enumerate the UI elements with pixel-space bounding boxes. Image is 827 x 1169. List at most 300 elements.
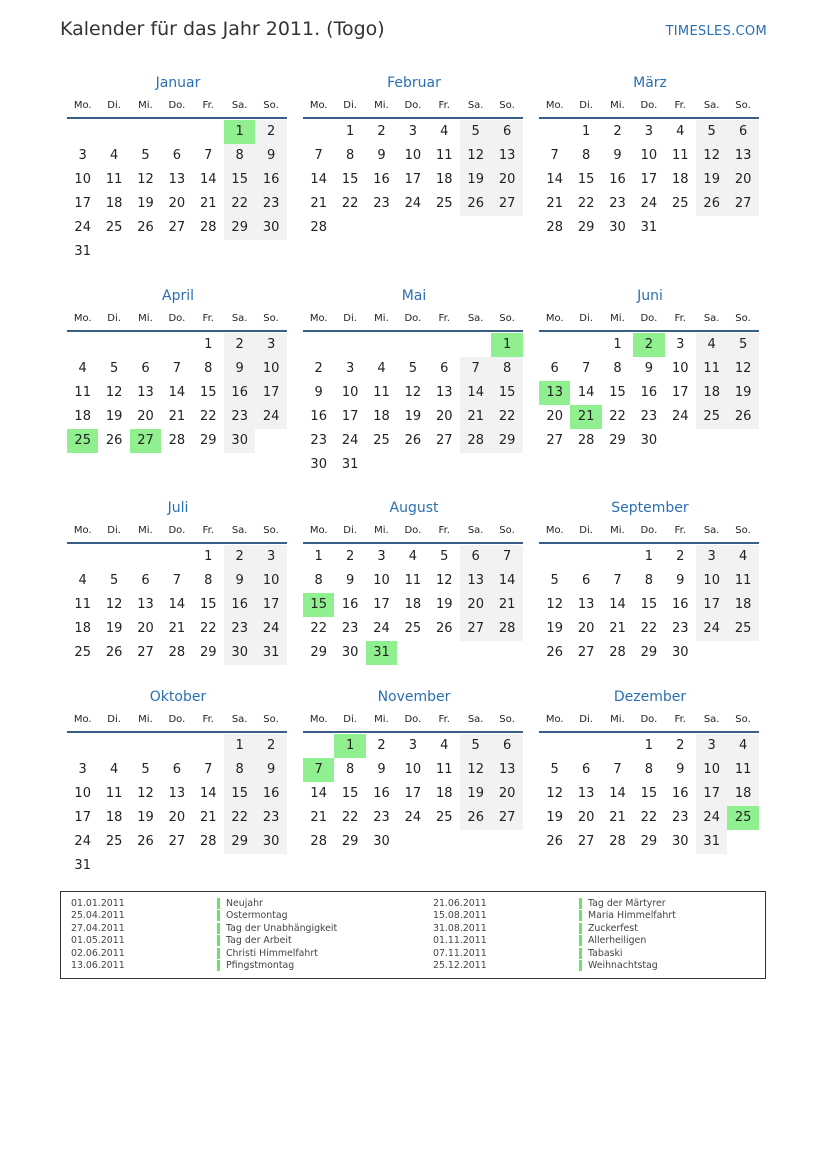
weekday-label: Sa. (231, 312, 248, 324)
day-cell: 30 (672, 645, 689, 660)
month-divider (539, 330, 759, 332)
holiday-day-cell: 31 (366, 641, 397, 665)
day-grid (539, 734, 761, 854)
day-cell: 20 (577, 621, 595, 636)
day-cell: 7 (204, 762, 213, 777)
day-cell: 15 (609, 385, 626, 400)
day-cell: 22 (640, 810, 658, 825)
day-cell: 22 (224, 192, 255, 216)
day-cell: 8 (491, 357, 522, 381)
day-cell: 26 (460, 192, 491, 216)
day-cell: 13 (577, 597, 595, 612)
day-cell: 4 (109, 148, 119, 163)
day-cell: 18 (404, 597, 422, 612)
day-cell: 6 (440, 361, 449, 376)
day-cell: 30 (373, 834, 390, 849)
day-cell: 16 (373, 172, 390, 187)
day-cell: 15 (577, 172, 595, 187)
holiday-name: Christi Himmelfahrt (226, 947, 318, 959)
day-cell: 20 (137, 409, 154, 424)
holiday-day-cell: 1 (224, 120, 255, 144)
day-cell: 17 (341, 409, 359, 424)
day-cell: 3 (644, 124, 654, 139)
day-cell: 23 (373, 196, 390, 211)
weekday-label: Mo. (73, 312, 92, 324)
day-cell: 2 (377, 124, 386, 139)
weekday-label: Mo. (545, 99, 564, 111)
day-cell: 4 (676, 124, 685, 139)
day-cell: 2 (224, 333, 255, 357)
holiday-marker (217, 935, 220, 946)
day-cell: 17 (404, 172, 422, 187)
day-cell: 10 (404, 762, 422, 777)
holiday-name: Tag der Märtyrer (588, 898, 666, 909)
day-cell: 28 (310, 834, 327, 849)
weekday-label: Di. (107, 99, 121, 111)
day-cell: 31 (74, 244, 91, 259)
holiday-day-cell: 21 (570, 405, 601, 429)
day-cell: 3 (696, 734, 727, 758)
day-cell: 22 (224, 806, 255, 830)
day-cell: 28 (609, 834, 626, 849)
day-cell: 3 (696, 545, 727, 569)
day-cell: 21 (168, 409, 186, 424)
day-cell: 3 (255, 545, 286, 569)
day-cell: 26 (137, 834, 154, 849)
weekday-label: Do. (640, 312, 658, 324)
day-cell: 22 (341, 810, 359, 825)
weekday-label: Do. (168, 713, 186, 725)
holiday-date: 25.12.2011 (433, 959, 487, 971)
weekday-label: Do. (404, 312, 422, 324)
day-cell: 5 (550, 573, 559, 588)
weekday-label: Mo. (73, 524, 92, 536)
weekday-header (303, 519, 525, 541)
weekday-label: Do. (168, 524, 186, 536)
day-cell: 7 (172, 573, 182, 588)
day-cell: 1 (345, 124, 355, 139)
day-cell: 7 (613, 573, 622, 588)
day-cell: 27 (577, 834, 595, 849)
weekday-label: Di. (107, 713, 121, 725)
month-name: Juli (167, 500, 189, 516)
weekday-label: Sa. (703, 312, 720, 324)
weekday-header (67, 307, 289, 329)
day-cell: 12 (546, 786, 563, 801)
weekday-label: Mo. (545, 524, 564, 536)
day-cell: 19 (727, 381, 758, 405)
day-grid (303, 545, 525, 665)
day-cell: 7 (314, 148, 323, 163)
day-cell: 9 (377, 148, 386, 163)
day-cell: 12 (727, 357, 758, 381)
day-cell: 15 (640, 786, 658, 801)
day-cell: 12 (404, 385, 422, 400)
weekday-label: Mi. (374, 99, 389, 111)
day-cell: 26 (546, 834, 563, 849)
day-cell: 11 (404, 573, 422, 588)
day-cell: 21 (200, 810, 217, 825)
day-cell: 12 (436, 573, 453, 588)
day-cell: 23 (640, 409, 658, 424)
day-cell: 24 (74, 834, 91, 849)
day-cell: 7 (491, 545, 522, 569)
day-cell: 16 (341, 597, 359, 612)
day-cell: 31 (696, 830, 727, 854)
weekday-label: Sa. (467, 713, 484, 725)
day-cell: 16 (640, 385, 658, 400)
weekday-label: Fr. (202, 312, 214, 324)
day-cell: 24 (640, 196, 658, 211)
day-cell: 16 (255, 168, 286, 192)
day-cell: 24 (404, 810, 422, 825)
day-cell: 21 (609, 810, 626, 825)
day-cell: 8 (224, 758, 255, 782)
weekday-label: Fr. (674, 99, 686, 111)
holiday-marker (217, 923, 220, 934)
holiday-row (71, 960, 337, 972)
day-cell: 9 (613, 148, 622, 163)
day-cell: 12 (460, 144, 491, 168)
day-cell: 12 (105, 385, 123, 400)
day-cell: 6 (581, 573, 591, 588)
day-cell: 3 (377, 549, 386, 564)
holiday-day-cell: 1 (334, 734, 365, 758)
day-cell: 14 (609, 597, 626, 612)
weekday-label: Do. (168, 99, 186, 111)
day-cell: 31 (74, 858, 91, 873)
day-cell: 29 (341, 834, 359, 849)
month-divider (539, 731, 759, 733)
day-cell: 21 (310, 196, 327, 211)
day-cell: 14 (546, 172, 563, 187)
day-cell: 15 (341, 786, 359, 801)
day-cell: 10 (696, 569, 727, 593)
day-cell: 26 (105, 645, 123, 660)
day-cell: 22 (640, 621, 658, 636)
day-cell: 8 (581, 148, 591, 163)
day-cell: 13 (137, 385, 154, 400)
weekday-label: Fr. (674, 524, 686, 536)
day-cell: 2 (255, 734, 286, 758)
day-cell: 27 (460, 617, 491, 641)
day-cell: 30 (341, 645, 359, 660)
weekday-label: So. (735, 312, 751, 324)
day-cell: 6 (491, 734, 522, 758)
day-cell: 23 (224, 617, 255, 641)
day-cell: 22 (341, 196, 359, 211)
day-cell: 19 (404, 409, 422, 424)
day-cell: 6 (141, 361, 150, 376)
weekday-label: So. (263, 713, 279, 725)
weekday-label: Di. (343, 99, 357, 111)
day-cell: 20 (546, 409, 563, 424)
day-cell: 4 (696, 333, 727, 357)
day-cell: 22 (310, 621, 327, 636)
day-cell: 3 (408, 738, 418, 753)
weekday-label: So. (499, 524, 515, 536)
weekday-header (303, 708, 525, 730)
weekday-label: Do. (640, 524, 658, 536)
day-cell: 7 (460, 357, 491, 381)
day-cell: 19 (105, 409, 123, 424)
month-name: Mai (401, 288, 427, 304)
holiday-name: Tag der Arbeit (226, 935, 292, 947)
day-cell: 13 (491, 758, 522, 782)
day-cell: 18 (105, 810, 123, 825)
day-cell: 9 (676, 573, 685, 588)
month-name: Januar (155, 75, 201, 91)
day-cell: 4 (377, 361, 386, 376)
day-cell: 17 (255, 593, 286, 617)
day-cell: 21 (200, 196, 217, 211)
day-cell: 18 (74, 621, 91, 636)
day-cell: 22 (491, 405, 522, 429)
weekday-label: So. (263, 312, 279, 324)
day-cell: 10 (74, 172, 91, 187)
day-cell: 10 (404, 148, 422, 163)
day-cell: 16 (672, 597, 689, 612)
weekday-header (539, 94, 761, 116)
weekday-label: Fr. (202, 99, 214, 111)
day-cell: 18 (436, 786, 453, 801)
day-cell: 30 (255, 216, 286, 240)
day-cell: 9 (255, 758, 286, 782)
day-cell: 19 (105, 621, 123, 636)
day-cell: 5 (109, 361, 119, 376)
weekday-label: Sa. (231, 99, 248, 111)
month-block (67, 285, 289, 453)
holiday-name: Tabaski (588, 947, 623, 959)
day-cell: 30 (672, 834, 689, 849)
brand-link[interactable]: TIMESLES.COM (665, 24, 767, 39)
day-cell: 27 (491, 192, 522, 216)
day-cell: 5 (550, 762, 559, 777)
day-cell: 15 (200, 385, 217, 400)
day-cell: 17 (672, 385, 689, 400)
holiday-marker (579, 910, 582, 921)
day-cell: 19 (137, 196, 154, 211)
day-cell: 19 (460, 782, 491, 806)
day-grid (67, 120, 289, 264)
weekday-label: Sa. (231, 713, 248, 725)
month-block (303, 497, 525, 665)
day-cell: 26 (105, 433, 123, 448)
day-cell: 8 (613, 361, 622, 376)
day-cell: 6 (460, 545, 491, 569)
day-cell: 28 (577, 433, 595, 448)
holiday-date: 13.06.2011 (71, 959, 125, 971)
day-cell: 2 (377, 738, 386, 753)
weekday-label: Mi. (138, 99, 153, 111)
holiday-row (433, 935, 676, 947)
day-cell: 18 (672, 172, 689, 187)
day-cell: 4 (440, 738, 449, 753)
holiday-name: Maria Himmelfahrt (588, 910, 676, 922)
day-cell: 12 (137, 172, 154, 187)
day-cell: 9 (314, 385, 323, 400)
day-cell: 5 (460, 120, 491, 144)
day-cell: 8 (345, 148, 355, 163)
holiday-marker (579, 948, 582, 959)
day-cell: 9 (255, 144, 286, 168)
day-cell: 16 (255, 782, 286, 806)
day-cell: 2 (676, 738, 685, 753)
day-cell: 18 (727, 782, 758, 806)
day-cell: 8 (224, 144, 255, 168)
day-cell: 20 (168, 810, 186, 825)
day-cell: 13 (577, 786, 595, 801)
holiday-date: 01.11.2011 (433, 935, 487, 947)
day-cell: 26 (460, 806, 491, 830)
day-cell: 8 (345, 762, 355, 777)
holiday-name: Weihnachtstag (588, 959, 658, 971)
day-cell: 25 (404, 621, 422, 636)
day-cell: 15 (640, 597, 658, 612)
day-cell: 19 (546, 810, 563, 825)
day-cell: 28 (168, 645, 186, 660)
day-cell: 27 (168, 220, 186, 235)
month-divider (539, 117, 759, 119)
day-cell: 26 (727, 405, 758, 429)
day-cell: 17 (74, 810, 91, 825)
weekday-label: Sa. (703, 524, 720, 536)
holiday-date: 25.04.2011 (71, 910, 125, 922)
month-divider (67, 117, 287, 119)
day-cell: 15 (491, 381, 522, 405)
day-cell: 17 (255, 381, 286, 405)
day-cell: 22 (200, 621, 217, 636)
weekday-label: Fr. (438, 312, 450, 324)
day-cell: 23 (310, 433, 327, 448)
day-grid (303, 333, 525, 477)
day-cell: 23 (255, 192, 286, 216)
weekday-label: Di. (343, 713, 357, 725)
day-cell: 4 (727, 545, 758, 569)
day-cell: 7 (613, 762, 622, 777)
weekday-label: So. (735, 99, 751, 111)
weekday-label: Do. (640, 713, 658, 725)
day-cell: 17 (696, 593, 727, 617)
day-cell: 2 (255, 120, 286, 144)
day-cell: 13 (460, 569, 491, 593)
day-cell: 4 (440, 124, 449, 139)
month-name: April (162, 288, 194, 304)
day-cell: 23 (672, 621, 689, 636)
day-cell: 28 (460, 429, 491, 453)
weekday-label: Di. (343, 524, 357, 536)
holiday-day-cell: 1 (491, 333, 522, 357)
weekday-label: Do. (640, 99, 658, 111)
month-block (67, 686, 289, 878)
day-cell: 10 (640, 148, 658, 163)
day-cell: 30 (224, 429, 255, 453)
day-cell: 21 (491, 593, 522, 617)
page-title: Kalender für das Jahr 2011. (Togo) (60, 18, 385, 40)
holiday-marker (217, 910, 220, 921)
day-cell: 20 (168, 196, 186, 211)
day-cell: 25 (436, 196, 453, 211)
day-cell: 24 (255, 405, 286, 429)
day-cell: 2 (345, 549, 355, 564)
day-cell: 6 (141, 573, 150, 588)
day-cell: 27 (168, 834, 186, 849)
weekday-label: So. (263, 524, 279, 536)
day-cell: 25 (696, 405, 727, 429)
weekday-label: Di. (107, 524, 121, 536)
weekday-label: So. (735, 713, 751, 725)
day-grid (67, 734, 289, 878)
day-cell: 15 (200, 597, 217, 612)
day-cell: 11 (436, 762, 453, 777)
weekday-label: Fr. (674, 713, 686, 725)
holiday-row (433, 898, 676, 910)
weekday-label: So. (499, 312, 515, 324)
month-block (539, 686, 761, 854)
weekday-label: Mi. (138, 524, 153, 536)
day-cell: 9 (377, 762, 386, 777)
weekday-header (539, 708, 761, 730)
day-cell: 29 (577, 220, 595, 235)
holiday-date: 02.06.2011 (71, 947, 125, 959)
weekday-label: Sa. (467, 524, 484, 536)
day-cell: 31 (255, 641, 286, 665)
day-cell: 8 (314, 573, 323, 588)
day-cell: 17 (373, 597, 390, 612)
weekday-label: Di. (107, 312, 121, 324)
day-cell: 6 (550, 361, 559, 376)
weekday-label: Do. (404, 99, 422, 111)
month-divider (303, 731, 523, 733)
day-cell: 6 (727, 120, 758, 144)
day-cell: 29 (609, 433, 626, 448)
month-block (303, 686, 525, 854)
day-cell: 6 (172, 148, 182, 163)
day-cell: 3 (78, 762, 87, 777)
day-cell: 20 (436, 409, 453, 424)
day-cell: 21 (310, 810, 327, 825)
weekday-header (303, 307, 525, 329)
day-cell: 8 (204, 361, 213, 376)
day-cell: 4 (78, 573, 87, 588)
day-cell: 19 (696, 168, 727, 192)
weekday-label: Do. (404, 524, 422, 536)
holiday-column-left (71, 898, 337, 972)
holiday-marker (579, 960, 582, 971)
holiday-date: 15.08.2011 (433, 910, 487, 922)
month-name: Dezember (613, 689, 687, 705)
day-cell: 11 (727, 758, 758, 782)
day-cell: 24 (255, 617, 286, 641)
day-cell: 5 (440, 549, 449, 564)
day-cell: 13 (137, 597, 154, 612)
holiday-name: Ostermontag (226, 910, 288, 922)
month-block (67, 72, 289, 264)
day-cell: 5 (141, 148, 150, 163)
day-cell: 19 (460, 168, 491, 192)
month-block (539, 497, 761, 665)
day-cell: 2 (676, 549, 685, 564)
day-cell: 3 (676, 337, 685, 352)
weekday-label: Mo. (309, 99, 328, 111)
day-cell: 19 (436, 597, 453, 612)
day-cell: 14 (577, 385, 595, 400)
weekday-label: Sa. (467, 312, 484, 324)
weekday-label: Mo. (309, 524, 328, 536)
day-cell: 19 (137, 810, 154, 825)
day-cell: 20 (137, 621, 154, 636)
holiday-date: 21.06.2011 (433, 898, 487, 909)
